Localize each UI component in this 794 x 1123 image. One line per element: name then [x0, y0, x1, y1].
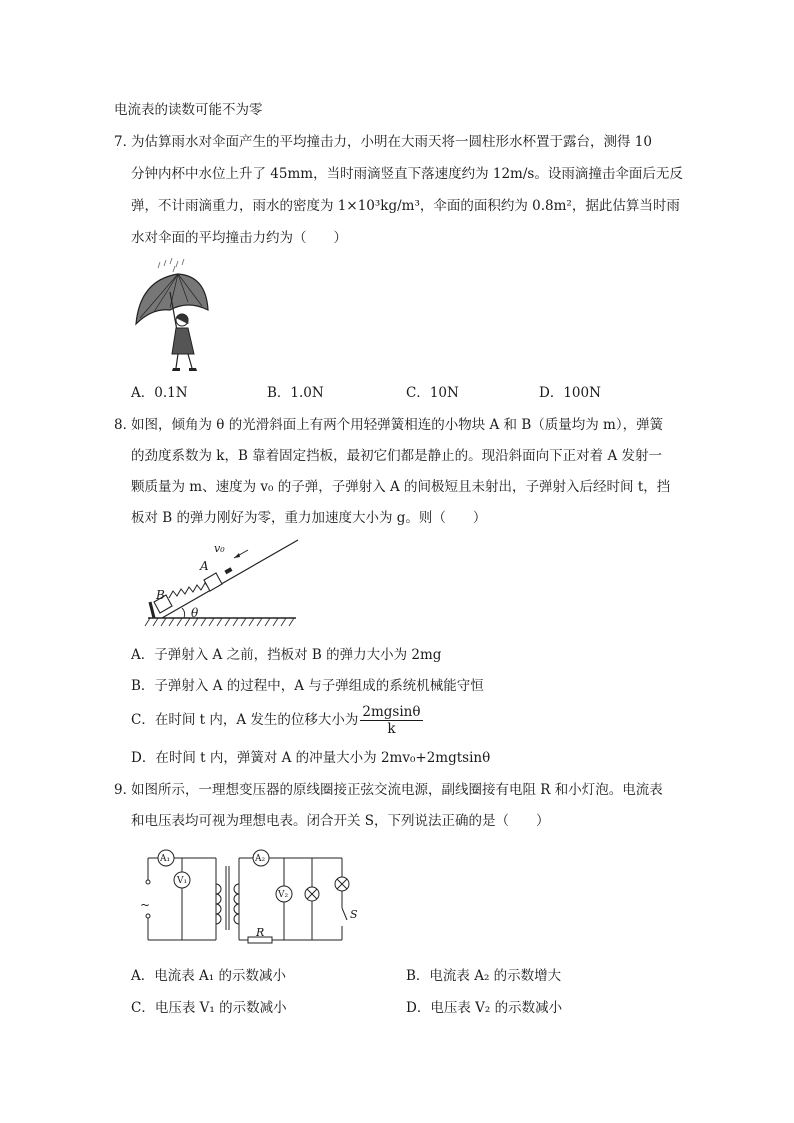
question-number: 8．: [114, 417, 137, 433]
option-b: B．1.0N: [267, 385, 324, 401]
option-c: C．电压表 V₁ 的示数减小: [131, 1000, 287, 1016]
question-line: 和电压表均可视为理想电表。闭合开关 S，下列说法正确的是（ ）: [131, 813, 550, 829]
option-c: [131, 701, 423, 739]
question-line: 板对 B 的弹力刚好为零，重力加速度大小为 g。则（ ）: [131, 510, 487, 526]
fraction-denominator: k: [387, 721, 396, 737]
option-d: D．100N: [539, 385, 601, 401]
label-v0: v₀: [214, 542, 225, 555]
question-line: 如图所示，一理想变压器的原线圈接正弦交流电源，副线圈接有电阻 R 和小灯泡。电流表: [131, 782, 663, 798]
question-line: 的劲度系数为 k，B 靠着固定挡板，最初它们都是静止的。现沿斜面向下正对着 A 发射一: [131, 448, 663, 464]
option-a: A．子弹射入 A 之前，挡板对 B 的弹力大小为 2mg: [131, 647, 442, 663]
label-r: R: [256, 926, 265, 939]
question-number: 9．: [114, 782, 137, 798]
option-d: D．电压表 V₂ 的示数减小: [406, 1000, 563, 1016]
question-line: 水对伞面的平均撞击力约为（ ）: [131, 230, 347, 246]
option-d: D．在时间 t 内，弹簧对 A 的冲量大小为 2mv₀+2mgtsinθ: [131, 750, 491, 766]
label-ac-source: ~: [140, 898, 151, 912]
option-b: B．电流表 A₂ 的示数增大: [406, 968, 562, 984]
label-v1: V₁: [177, 876, 188, 886]
question-line: 弹，不计雨滴重力，雨水的密度为 1×10³kg/m³，伞面的面积约为 0.8m²，据此估算当时雨: [131, 198, 680, 214]
lead-line: 电流表的读数可能不为零: [114, 102, 263, 118]
label-a: A: [200, 559, 209, 573]
question-line: 分钟内杯中水位上升了 45mm，当时雨滴竖直下落速度约为 12m/s。设雨滴撞击伞面后无反: [131, 166, 683, 182]
label-theta: θ: [191, 606, 199, 620]
question-line: 为估算雨水对伞面产生的平均撞击力，小明在大雨天将一圆柱形水杯置于露台，测得 10: [131, 134, 652, 150]
option-a: A．0.1N: [131, 385, 188, 401]
option-a: A．电流表 A₁ 的示数减小: [131, 968, 286, 984]
label-s: S: [350, 908, 358, 921]
label-b: B: [156, 588, 165, 602]
option-c: C．10N: [406, 385, 459, 401]
option-b: B．子弹射入 A 的过程中，A 与子弹组成的系统机械能守恒: [131, 678, 484, 694]
question-line: 如图，倾角为 θ 的光滑斜面上有两个用轻弹簧相连的小物块 A 和 B（质量均为 m），弹簧: [131, 417, 664, 433]
umbrella-girl-illustration: [130, 258, 212, 376]
fraction-numerator: 2mgsinθ: [362, 704, 421, 720]
label-v2: V₂: [278, 890, 289, 900]
question-line: 颗质量为 m、速度为 v₀ 的子弹，子弹射入 A 的间极短且未射出，子弹射入后经时间 t，挡: [131, 479, 671, 495]
fraction: [360, 704, 422, 737]
question-number: 7．: [114, 134, 137, 150]
label-a2: A₂: [255, 854, 266, 864]
option-c-text: C．在时间 t 内，A 发生的位移大小为: [131, 712, 359, 728]
label-a1: A₁: [160, 854, 171, 864]
